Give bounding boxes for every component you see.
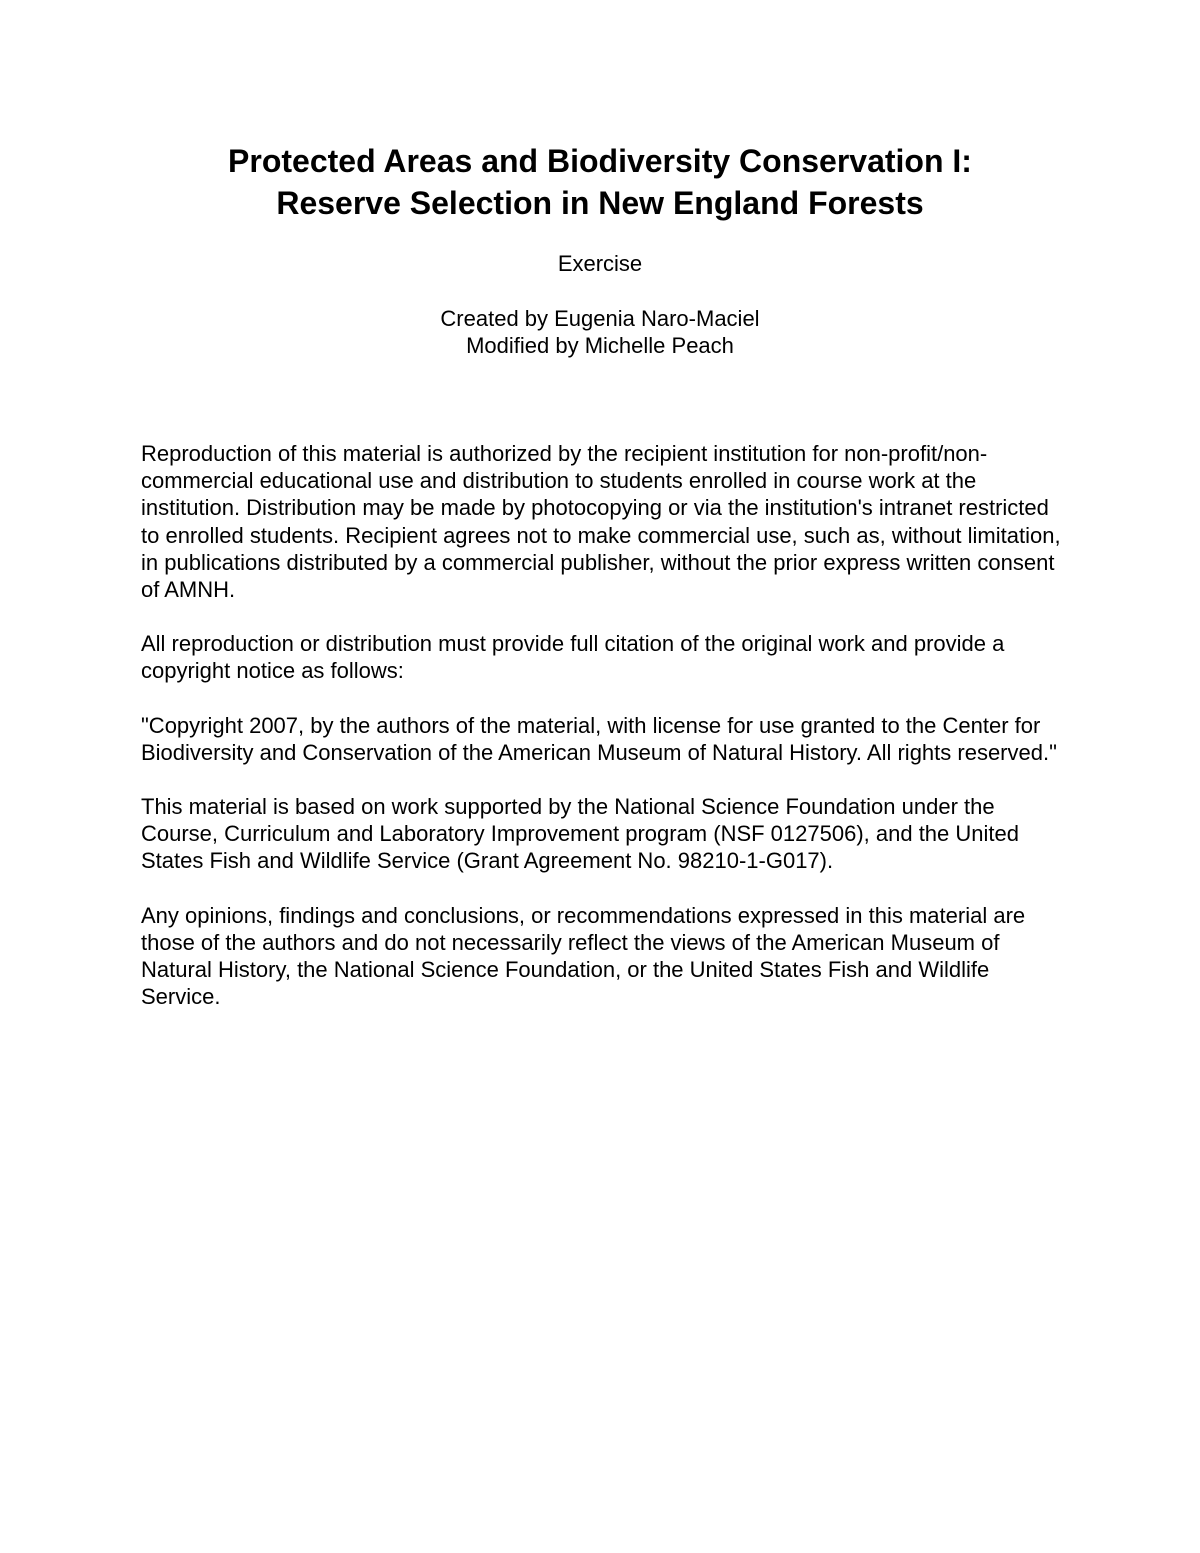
citation-paragraph: All reproduction or distribution must provide full citation of the original work and provide a copyright notice as follows: (141, 631, 1005, 684)
title-line-2: Reserve Selection in New England Forests (276, 185, 924, 221)
funding-paragraph: This material is based on work supported by the National Science Foundation under the Course, Curriculum and Laboratory Improvement program (NSF 0127506), and the United States Fish and Wildlife Service (Grant Agreement No. 98210-1-G017). (141, 794, 1019, 874)
title-line-1: Protected Areas and Biodiversity Conservation I: (228, 143, 972, 179)
reproduction-paragraph: Reproduction of this material is authorized by the recipient institution for non-profit/non-commercial educational use and distribution to students enrolled in course work at the institution. Distribution may be made by photocopying or via the institution's intranet restricted to enrolled students. Recipient agrees not to make commercial use, such as, without limitation, in publications distributed by a commercial publisher, without the prior express written consent of AMNH. (141, 441, 1061, 603)
author-credit: Created by Eugenia Naro-Maciel (440, 306, 760, 331)
document-type: Exercise (557, 251, 643, 276)
document-title (0, 140, 1200, 224)
copyright-notice: "Copyright 2007, by the authors of the material, with license for use granted to the Center for Biodiversity and Conservation of the American Museum of Natural History. All rights reserved." (141, 712, 1057, 765)
disclaimer-paragraph: Any opinions, findings and conclusions, or recommendations expressed in this material are those of the authors and do not necessarily reflect the views of the American Museum of Natural History, the National Science Foundation, or the United States Fish and Wildlife Service. (141, 902, 1026, 1010)
modifier-credit: Modified by Michelle Peach (466, 333, 734, 358)
document-body (141, 440, 1071, 1037)
